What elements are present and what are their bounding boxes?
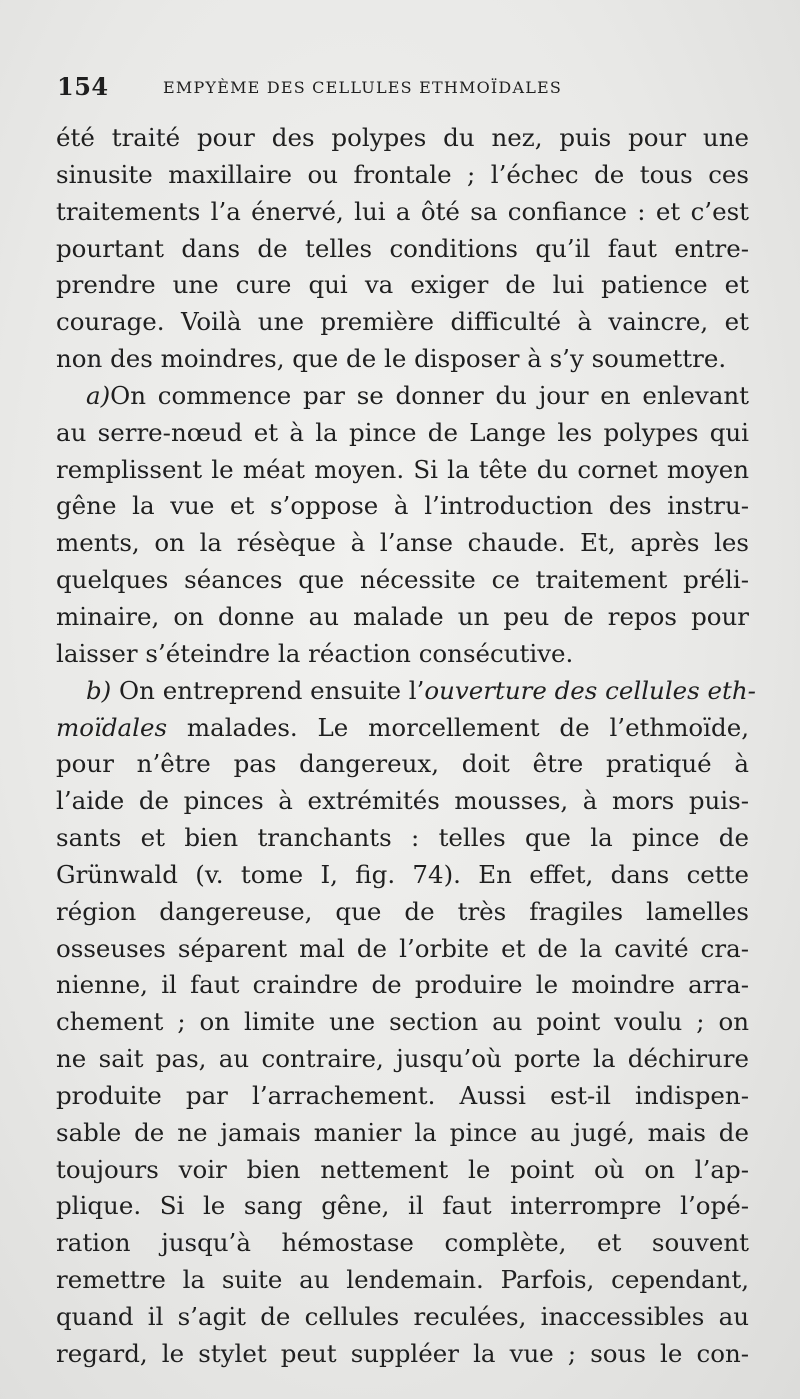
running-head: EMPYÈME DES CELLULES ETHMOÏDALES	[163, 78, 563, 97]
text-line: sinusite maxillaire ou frontale ; l’échec de tous ces	[56, 159, 749, 189]
text-line: remplissent le méat moyen. Si la tête du cornet moyen	[56, 454, 749, 484]
text-line: remettre la suite au lendemain. Parfois, cependant,	[56, 1265, 749, 1295]
text-line: chement ; on limite une section au point voulu ; on	[56, 1007, 749, 1037]
text-line: plique. Si le sang gêne, il faut interrompre l’opé-	[56, 1191, 749, 1221]
emphasis: ouverture des cellules eth-	[424, 675, 756, 705]
text-line: ration jusqu’à hémostase complète, et souvent	[56, 1228, 749, 1258]
text-line: regard, le stylet peut suppléer la vue ; sous le con-	[56, 1338, 749, 1368]
page-number: 154	[57, 72, 109, 101]
text-line: sants et bien tranchants : telles que la pince de	[56, 823, 749, 853]
text-line: osseuses séparent mal de l’orbite et de la cavité cra-	[56, 933, 749, 963]
list-marker: a)	[86, 380, 111, 410]
text-line: l’aide de pinces à extrémités mousses, à mors puis-	[56, 786, 749, 816]
text-line: sable de ne jamais manier la pince au jugé, mais de	[56, 1117, 749, 1147]
text-line: moïdales malades. Le morcellement de l’ethmoïde,	[56, 712, 749, 742]
list-marker: b)	[86, 675, 112, 705]
emphasis: moïdales	[56, 712, 168, 742]
text-line: non des moindres, que de le disposer à s’y soumettre.	[56, 344, 727, 374]
text-line: Grünwald (v. tome I, fig. 74). En effet, dans cette	[56, 859, 749, 889]
text-line: pourtant dans de telles conditions qu’il faut entre-	[56, 233, 749, 263]
paragraph-b-first-line: b) On entreprend ensuite l’ouverture des cellules eth-	[86, 675, 756, 705]
text-line: prendre une cure qui va exiger de lui patience et	[56, 270, 749, 300]
text-line: quelques séances que nécessite ce traitement préli-	[56, 565, 749, 595]
text-line: traitements l’a énervé, lui a ôté sa confiance : et c’est	[56, 196, 749, 226]
text-line: pour n’être pas dangereux, doit être pratiqué à	[56, 749, 749, 779]
text-line: courage. Voilà une première difficulté à vaincre, et	[56, 307, 749, 337]
body-text	[56, 120, 756, 1373]
text-line: quand il s’agit de cellules reculées, inaccessibles au	[56, 1302, 749, 1331]
text-line: minaire, on donne au malade un peu de repos pour	[56, 601, 749, 631]
text-line: ne sait pas, au contraire, jusqu’où porte la déchirure	[56, 1044, 749, 1074]
text-line: produite par l’arrachement. Aussi est-il indispen-	[56, 1080, 749, 1110]
text-line: nienne, il faut craindre de produire le moindre arra-	[56, 970, 749, 1000]
page-header	[57, 72, 757, 112]
text-line: région dangereuse, que de très fragiles lamelles	[56, 896, 749, 926]
text-line: ments, on la résèque à l’anse chaude. Et, après les	[56, 528, 749, 558]
paragraph-a-first-line: a)On commence par se donner du jour en enlevant	[86, 380, 749, 410]
text-line: été traité pour des polypes du nez, puis pour une	[56, 123, 749, 152]
text-line: au serre-nœud et à la pince de Lange les polypes qui	[56, 417, 749, 447]
text-line: gêne la vue et s’oppose à l’introduction des instru-	[56, 491, 749, 521]
text-line: laisser s’éteindre la réaction consécutive.	[56, 638, 574, 668]
text-line: toujours voir bien nettement le point où on l’ap-	[56, 1154, 749, 1184]
